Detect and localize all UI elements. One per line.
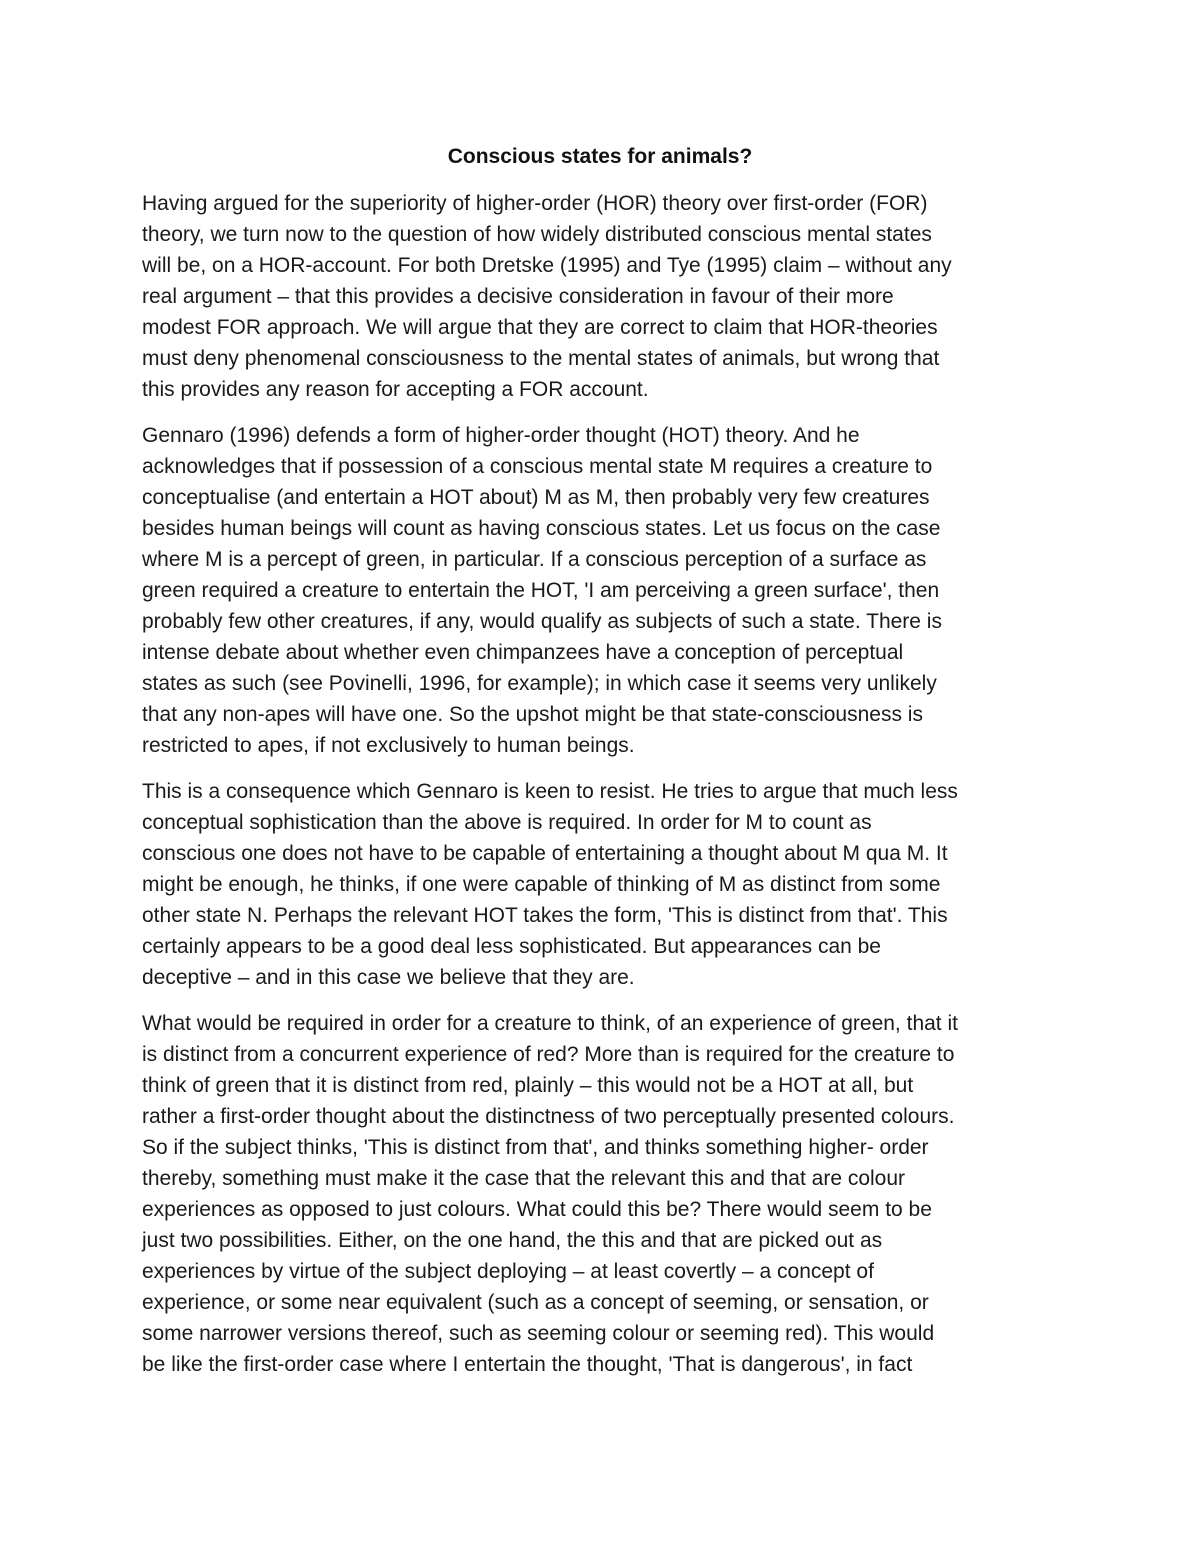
text-line: will be, on a HOR-account. For both Dretske (1995) and Tye (1995) claim – without any bbox=[142, 254, 952, 277]
text-line: Gennaro (1996) defends a form of higher-order thought (HOT) theory. And he bbox=[142, 424, 860, 447]
text-line: this provides any reason for accepting a FOR account. bbox=[142, 378, 649, 401]
text-line: that any non-apes will have one. So the upshot might be that state-consciousness is bbox=[142, 703, 923, 726]
text-line: acknowledges that if possession of a conscious mental state M requires a creature to bbox=[142, 455, 933, 478]
text-line: experiences as opposed to just colours. What could this be? There would seem to be bbox=[142, 1198, 932, 1221]
text-line: states as such (see Povinelli, 1996, for example); in which case it seems very unlikely bbox=[142, 672, 937, 695]
paragraph bbox=[142, 1008, 1072, 1380]
text-line: restricted to apes, if not exclusively to human beings. bbox=[142, 734, 635, 757]
text-line: be like the first-order case where I entertain the thought, 'That is dangerous', in fact bbox=[142, 1353, 913, 1376]
text-line: thereby, something must make it the case that the relevant this and that are colour bbox=[142, 1167, 906, 1190]
text-line: conceptual sophistication than the above is required. In order for M to count as bbox=[142, 811, 872, 834]
paragraph bbox=[142, 776, 1072, 993]
text-line: What would be required in order for a creature to think, of an experience of green, that it bbox=[142, 1012, 958, 1035]
text-line: must deny phenomenal consciousness to the mental states of animals, but wrong that bbox=[142, 347, 940, 370]
text-line: experience, or some near equivalent (such as a concept of seeming, or sensation, or bbox=[142, 1291, 929, 1314]
text-line: conscious one does not have to be capable of entertaining a thought about M qua M. It bbox=[142, 842, 948, 865]
text-line: intense debate about whether even chimpanzees have a conception of perceptual bbox=[142, 641, 904, 664]
text-line: So if the subject thinks, 'This is distinct from that', and thinks something higher- order bbox=[142, 1136, 929, 1159]
text-line: just two possibilities. Either, on the one hand, the this and that are picked out as bbox=[142, 1229, 883, 1252]
text-line: some narrower versions thereof, such as seeming colour or seeming red). This would bbox=[142, 1322, 935, 1345]
text-line: think of green that it is distinct from red, plainly – this would not be a HOT at all, but bbox=[142, 1074, 914, 1097]
text-line: certainly appears to be a good deal less sophisticated. But appearances can be bbox=[142, 935, 881, 958]
text-line: probably few other creatures, if any, would qualify as subjects of such a state. There is bbox=[142, 610, 942, 633]
document-body bbox=[142, 188, 1072, 1395]
text-line: green required a creature to entertain the HOT, 'I am perceiving a green surface', then bbox=[142, 579, 940, 602]
text-line: modest FOR approach. We will argue that they are correct to claim that HOR-theories bbox=[142, 316, 938, 339]
text-line: besides human beings will count as having conscious states. Let us focus on the case bbox=[142, 517, 941, 540]
text-line: theory, we turn now to the question of how widely distributed conscious mental states bbox=[142, 223, 932, 246]
text-line: This is a consequence which Gennaro is keen to resist. He tries to argue that much less bbox=[142, 780, 958, 803]
paragraph bbox=[142, 420, 1072, 761]
text-line: rather a first-order thought about the distinctness of two perceptually presented colours. bbox=[142, 1105, 955, 1128]
text-line: other state N. Perhaps the relevant HOT takes the form, 'This is distinct from that'. This bbox=[142, 904, 948, 927]
text-line: might be enough, he thinks, if one were capable of thinking of M as distinct from some bbox=[142, 873, 941, 896]
text-line: experiences by virtue of the subject deploying – at least covertly – a concept of bbox=[142, 1260, 874, 1283]
text-line: conceptualise (and entertain a HOT about) M as M, then probably very few creatures bbox=[142, 486, 930, 509]
text-line: deceptive – and in this case we believe that they are. bbox=[142, 966, 635, 989]
text-line: is distinct from a concurrent experience of red? More than is required for the creature to bbox=[142, 1043, 955, 1066]
document-title: Conscious states for animals? bbox=[447, 145, 753, 168]
paragraph bbox=[142, 188, 1072, 405]
text-line: where M is a percept of green, in particular. If a conscious perception of a surface as bbox=[142, 548, 927, 571]
text-line: Having argued for the superiority of higher-order (HOR) theory over first-order (FOR) bbox=[142, 192, 928, 215]
text-line: real argument – that this provides a decisive consideration in favour of their more bbox=[142, 285, 894, 308]
